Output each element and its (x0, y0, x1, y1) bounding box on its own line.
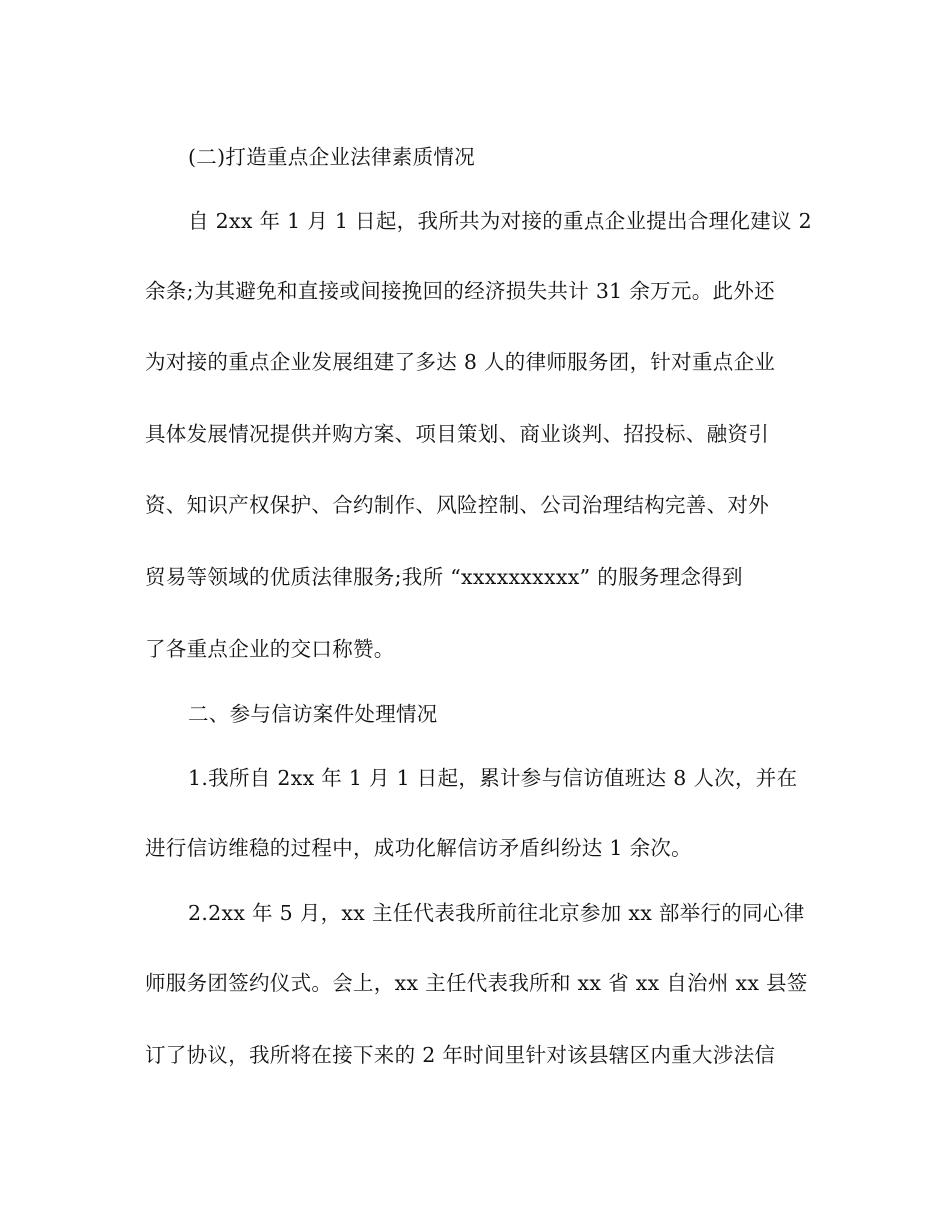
paragraph-line: 师服务团签约仪式。会上，xx 主任代表我所和 xx 省 xx 自治州 xx 县签 (145, 971, 808, 995)
section-heading-enterprise-legal-quality: (二)打造重点企业法律素质情况 (188, 145, 475, 169)
paragraph-line: 2.2xx 年 5 月，xx 主任代表我所前往北京参加 xx 部举行的同心律 (188, 901, 805, 925)
paragraph-line: 贸易等领域的优质法律服务;我所 “xxxxxxxxxx” 的服务理念得到 (145, 565, 743, 589)
paragraph-line: 1.我所自 2xx 年 1 月 1 日起，累计参与信访值班达 8 人次，并在 (188, 766, 798, 790)
section-heading-petition-cases: 二、参与信访案件处理情况 (188, 702, 438, 726)
paragraph-line: 进行信访维稳的过程中，成功化解信访矛盾纠纷达 1 余次。 (145, 836, 692, 860)
paragraph-line: 资、知识产权保护、合约制作、风险控制、公司治理结构完善、对外 (145, 493, 769, 517)
paragraph-line: 为对接的重点企业发展组建了多达 8 人的律师服务团，针对重点企业 (145, 350, 776, 374)
paragraph-line: 自 2xx 年 1 月 1 日起，我所共为对接的重点企业提出合理化建议 2 (188, 209, 813, 233)
paragraph-line: 订了协议，我所将在接下来的 2 年时间里针对该县辖区内重大涉法信 (145, 1043, 776, 1067)
paragraph-line: 余条;为其避免和直接或间接挽回的经济损失共计 31 余万元。此外还 (145, 279, 775, 303)
paragraph-line: 了各重点企业的交口称赞。 (145, 637, 395, 661)
paragraph-line: 具体发展情况提供并购方案、项目策划、商业谈判、招投标、融资引 (145, 422, 769, 446)
